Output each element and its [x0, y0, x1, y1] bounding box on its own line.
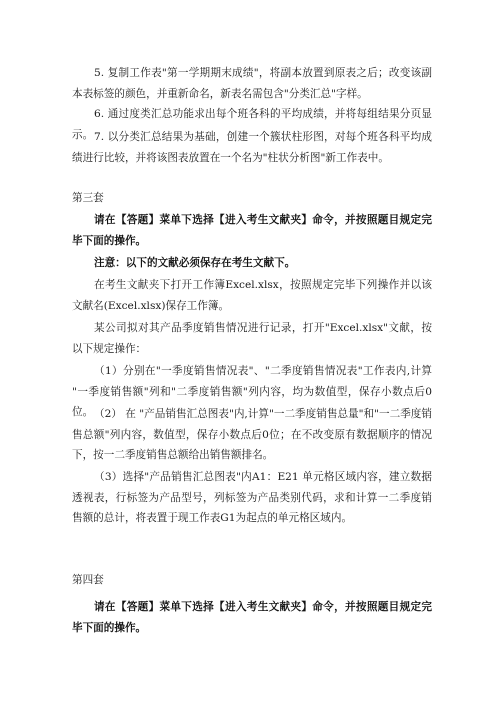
set3-step-3: （3）选择"产品销售汇总图表"内A1：E21 单元格区域内容，建立数据透视表，行标签为产品型号，列标签为产品类别代码，求和计算一二季度销售额的总计，将表置于现工作表G1为起点的单元格区域内。 — [72, 471, 432, 524]
set3-step-1: （1）分别在"一季度销售情况表"、"二季度销售情况表"工作表内,计算 "一季度销售额"列和"二季度销售额"列内容，均为数值型，保存小数点后0位。 — [72, 365, 432, 418]
set3-instruction: 请在【答题】菜单下选择【进入考生文献夹】命令，并按照题目规定完毕下面的操作。 — [72, 214, 432, 247]
set3-note: 注意：以下的文献必须保存在考生文献下。 — [94, 257, 296, 269]
set4-title: 第四套 — [72, 574, 104, 586]
set4-instruction: 请在【答题】菜单下选择【进入考生文献夹】命令，并按照题目规定完毕下面的操作。 — [72, 601, 432, 634]
set3-paragraph-1: 在考生文献夹下打开工作簿Excel.xlsx，按照规定完毕下列操作并以该文献名(Excel.xlsx)保存工作簿。 — [72, 279, 432, 312]
set3-paragraph-2: 某公司拟对其产品季度销售情况进行记录，打开"Excel.xlsx"文献，按以下规定操作： — [72, 322, 432, 355]
item-6: 6. 通过度类汇总功能求出每个班各科的平均成绩，并将每组结果分页显示。 — [72, 108, 432, 141]
item-7: 7. 以分类汇总结果为基础，创建一个簇状柱形图，对每个班各科平均成绩进行比较，并将该图表放置在一个名为"柱状分析图"新工作表中。 — [72, 131, 432, 164]
set3-title: 第三套 — [72, 192, 104, 204]
item-5: 5. 复制工作表"第一学期期末成绩"，将副本放置到原表之后；改变该副本表标签的颜色，并重新命名，新表名需包含"分类汇总"字样。 — [72, 67, 432, 100]
set3-step-2: （2） 在 "产品销售汇总图表"内,计算"一二季度销售总量"和"一二季度销售总额"列内容，数值型，保存小数点后0位；在不改变原有数据顺序的情况下，按一二季度销售总额给出销售额排名。 — [72, 408, 432, 461]
